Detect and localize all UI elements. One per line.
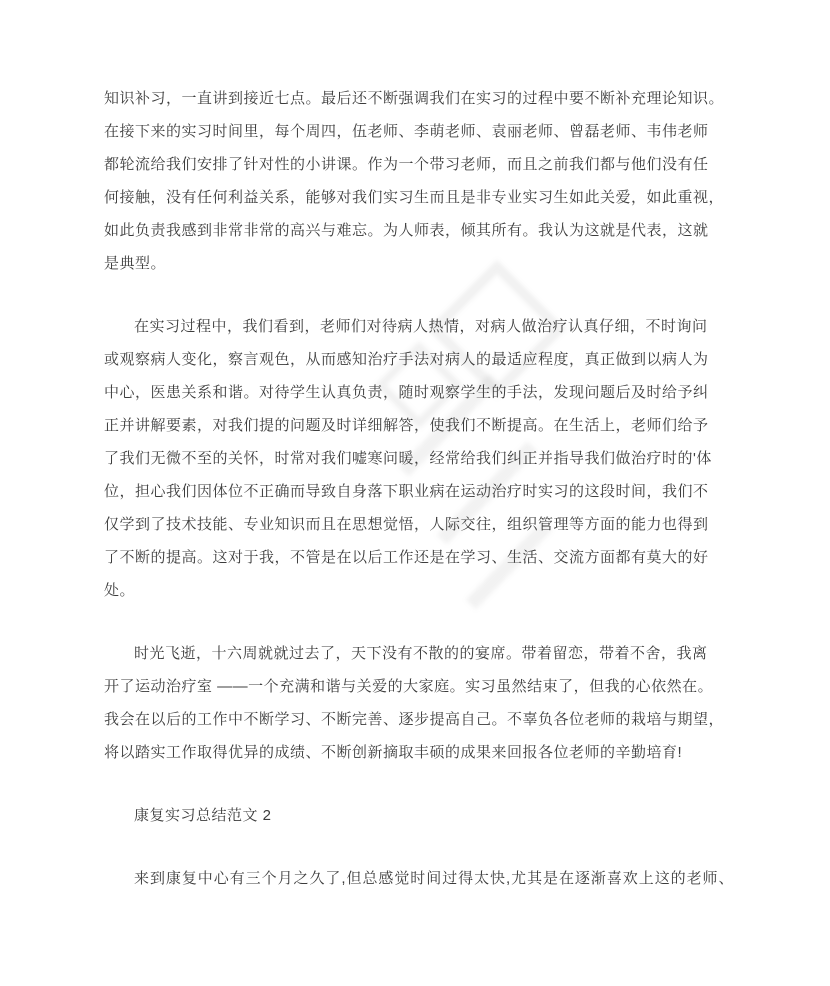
text-line: 了我们无微不至的关怀，时常对我们嘘寒问暖，经常给我们纠正并指导我们做治疗时的'体 <box>104 450 712 467</box>
text-line: 仅学到了技术技能、专业知识而且在思想觉悟，人际交往，组织管理等方面的能力也得到 <box>104 516 709 533</box>
paragraph <box>104 82 734 280</box>
text-line: 如此负责我感到非常非常的高兴与难忘。为人师表，倾其所有。我认为这就是代表，这就 <box>104 222 709 239</box>
text-line: 在实习过程中，我们看到，老师们对待病人热情，对病人做治疗认真仔细，不时询问 <box>134 318 708 335</box>
text-line: 何接触，没有任何利益关系，能够对我们实习生而且是非专业实习生如此关爱，如此重视， <box>104 189 725 206</box>
text-line: 处。 <box>104 582 136 599</box>
text-line: 了不断的提高。这对于我，不管是在以后工作还是在学习、生活、交流方面都有莫大的好 <box>104 549 709 566</box>
text-line: 正并讲解要素，对我们提的问题及时详细解答，使我们不断提高。在生活上，老师们给予 <box>104 417 709 434</box>
text-line: 都轮流给我们安排了针对性的小讲课。作为一个带习老师，而且之前我们都与他们没有任 <box>104 156 709 173</box>
text-line: 在接下来的实习时间里，每个周四，伍老师、李萌老师、袁丽老师、曾磊老师、韦伟老师 <box>104 123 709 140</box>
text-line: 或观察病人变化，察言观色，从而感知治疗手法对病人的最适应程度，真正做到以病人为 <box>104 351 709 368</box>
text-line: 是典型。 <box>104 255 167 272</box>
section-heading <box>104 82 734 832</box>
text-line: 我会在以后的工作中不断学习、不断完善、逐步提高自己。不辜负各位老师的栽培与期望， <box>104 711 725 728</box>
paragraph <box>104 82 734 769</box>
text-line: 知识补习，一直讲到接近七点。最后还不断强调我们在实习的过程中要不断补充理论知识。 <box>104 90 725 107</box>
text-line: 中心，医患关系和谐。对待学生认真负责，随时观察学生的手法，发现问题后及时给予纠 <box>104 384 709 401</box>
text-line: 来到康复中心有三个月之久了,但总感觉时间过得太快,尤其是在逐渐喜欢上这的老师、 <box>134 870 734 887</box>
text-line: 开了运动治疗室 ——一个充满和谐与关爱的大家庭。实习虽然结束了，但我的心依然在。 <box>104 678 714 695</box>
text-line: 时光飞逝，十六周就就过去了，天下没有不散的的宴席。带着留恋，带着不舍，我离 <box>134 645 708 662</box>
paragraph <box>104 82 734 895</box>
heading-text: 康复实习总结范文 2 <box>134 807 272 824</box>
paragraph <box>104 82 734 607</box>
text-line: 位，担心我们因体位不正确而导致自身落下职业病在运动治疗时实习的这段时间，我们不 <box>104 483 709 500</box>
text-line: 将以踏实工作取得优异的成绩、不断创新摘取丰硕的成果来回报各位老师的辛勤培育! <box>104 744 683 761</box>
document-body <box>104 82 734 925</box>
